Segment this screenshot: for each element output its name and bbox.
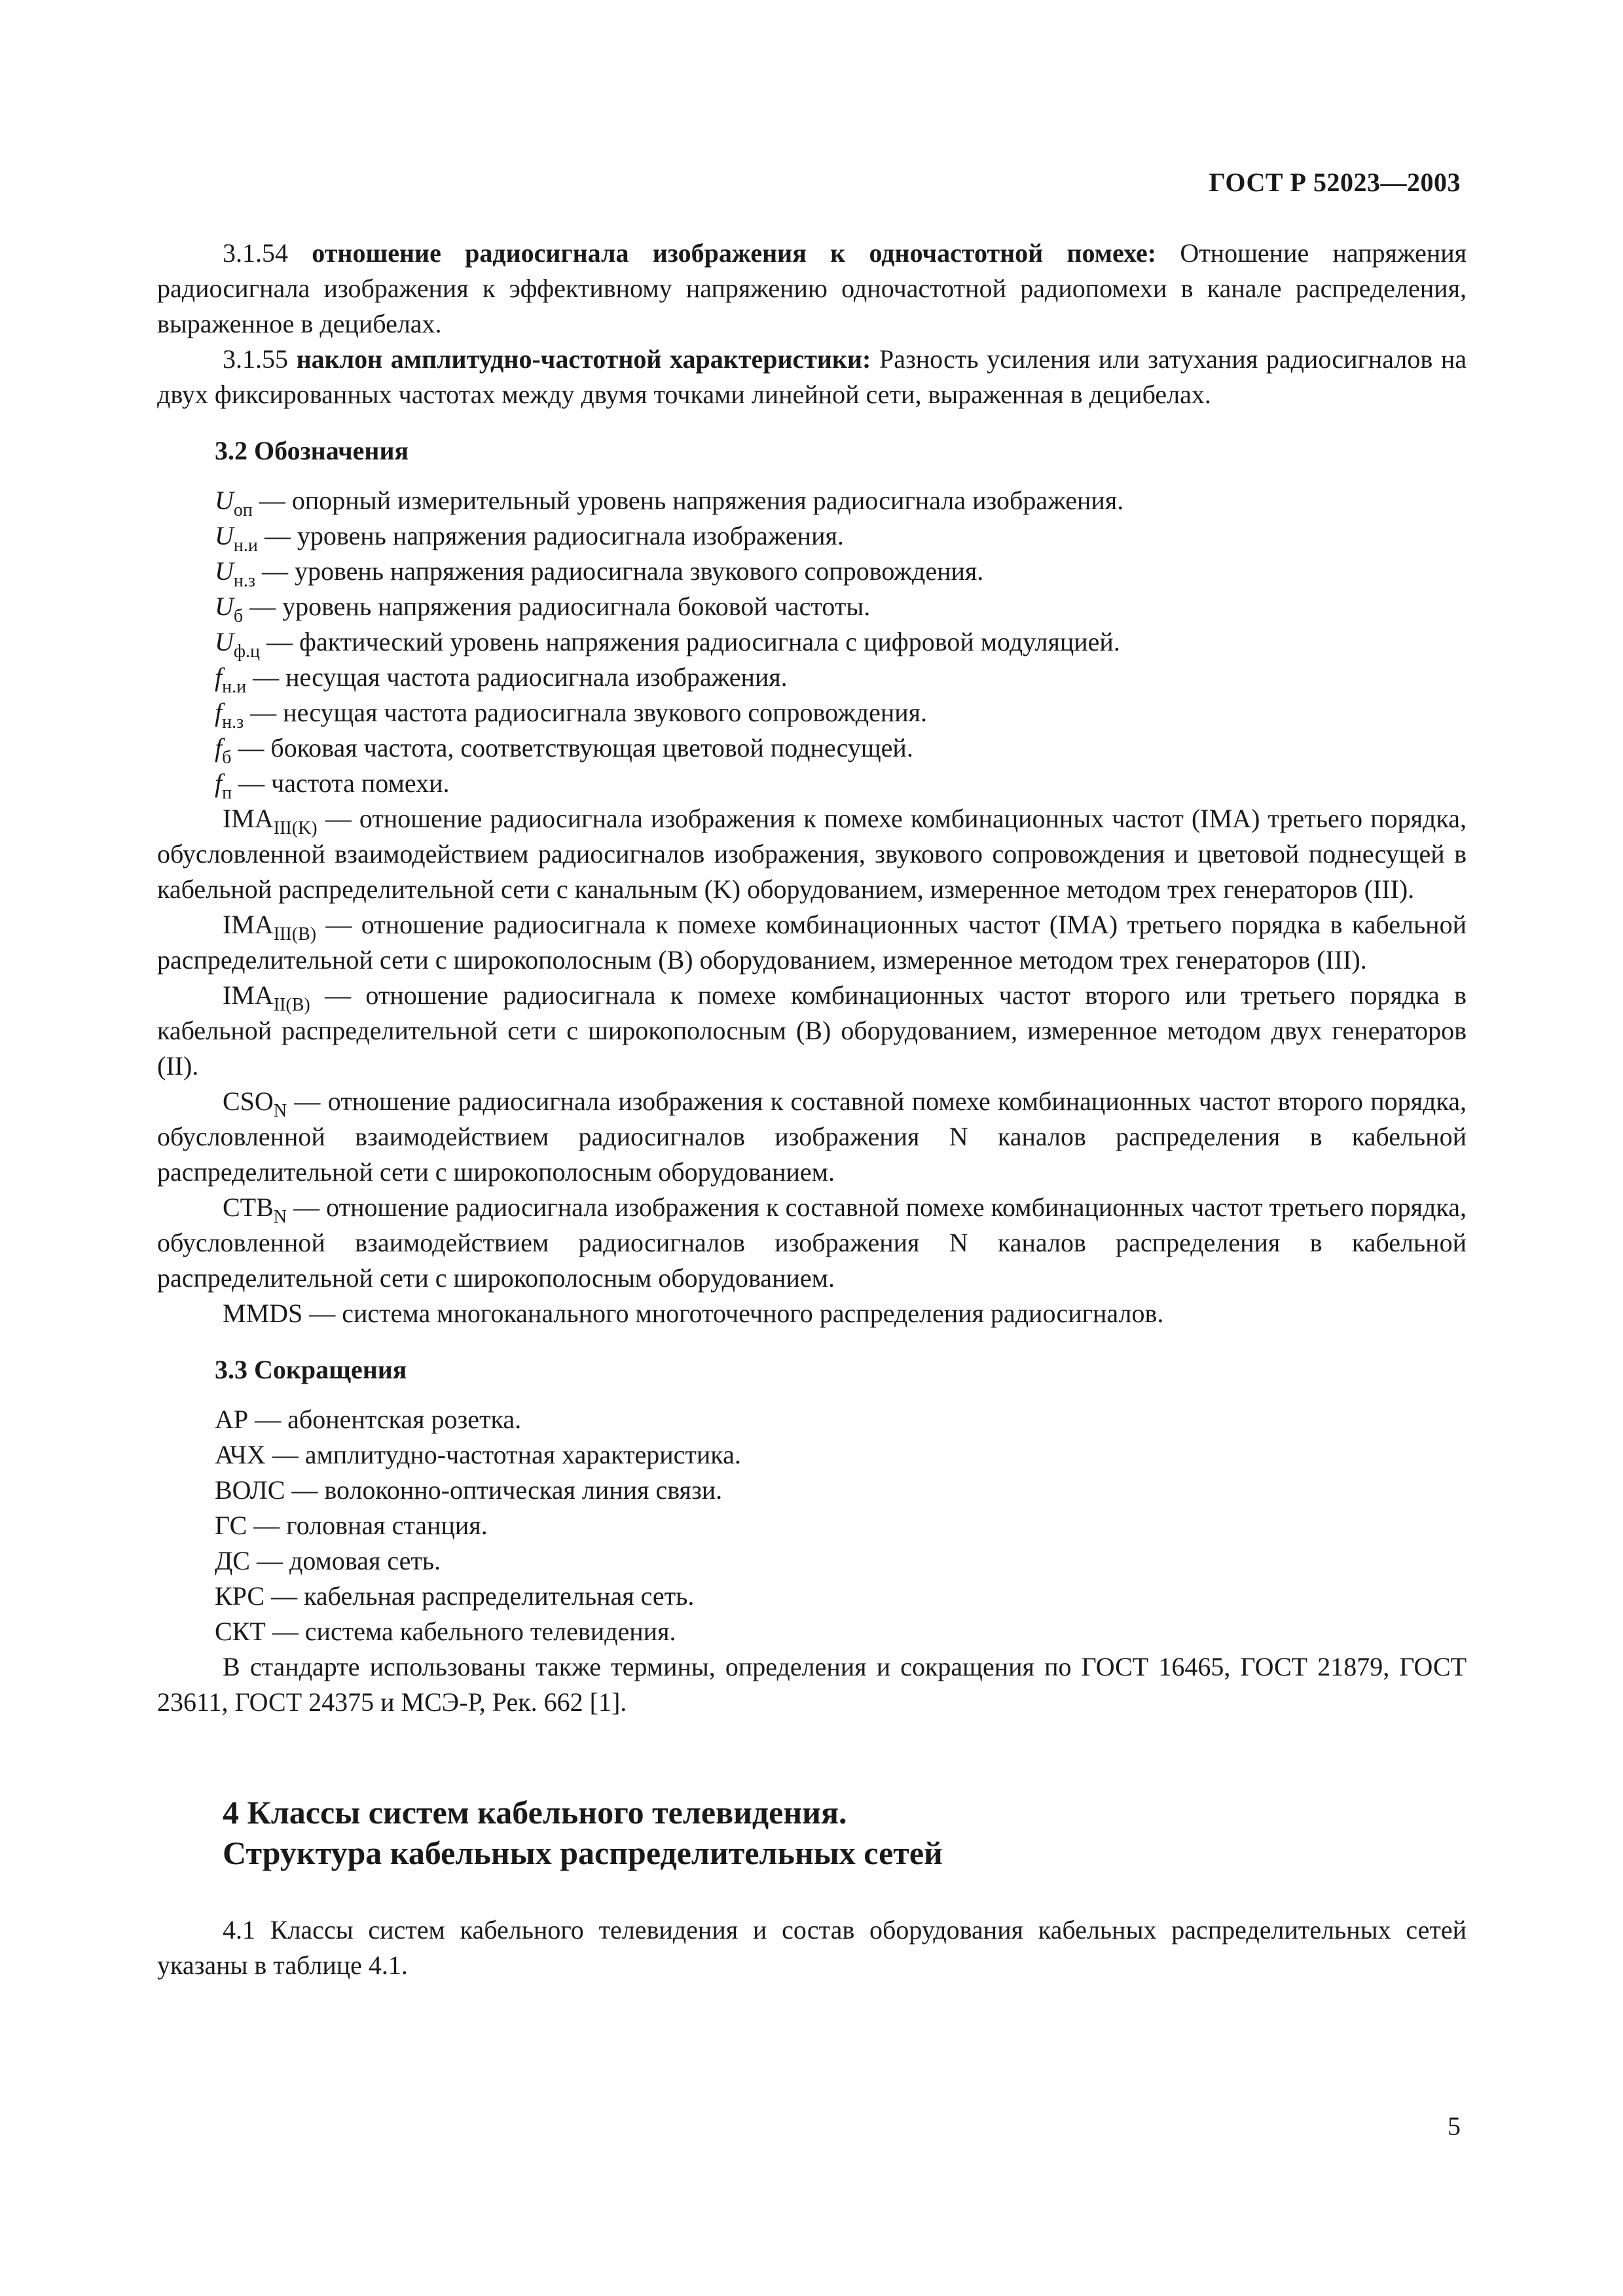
- section-3-3-heading: 3.3 Сокращения: [215, 1355, 407, 1384]
- symbol-item: $U_{н.и}$ — уровень напряжения радиосигнала изображения.: [215, 521, 844, 556]
- abbreviation-item: ДС — домовая сеть.: [215, 1546, 441, 1575]
- symbol-item: $CTB_N$ — отношение радиосигнала изображения к составной помехе комбинационных частот третьего порядка, обусловленной взаимодействием радиосигналов изображения N каналов распределения в кабельной распределительной сети с широкополосным оборудованием.: [157, 1193, 1467, 1293]
- abbreviation-item: ВОЛС — волоконно-оптическая линия связи.: [215, 1475, 723, 1505]
- symbol-item: $U_{н.з}$ — уровень напряжения радиосигнала звукового сопровождения.: [215, 556, 984, 591]
- symbol-item: $f_б$ — боковая частота, соответствующая цветовой поднесущей.: [215, 733, 913, 768]
- symbol-item: $IMA_{III(B)}$ — отношение радиосигнала к помехе комбинационных частот (IMA) третьего порядка в кабельной распределительной сети с широкополосным (B) оборудованием, измеренное методом трех генераторов (III).: [157, 910, 1467, 975]
- symbol-item: $IMA_{II(B)}$ — отношение радиосигнала к помехе комбинационных частот второго или третьего порядка в кабельной распределительной сети с широкополосным (B) оборудованием, измеренное методом двух генераторов (II).: [157, 980, 1467, 1081]
- definition-term: наклон амплитудно-частотной характеристики:: [296, 344, 871, 374]
- closing-paragraph: В стандарте использованы также термины, определения и сокращения по ГОСТ 16465, ГОСТ 21879, ГОСТ 23611, ГОСТ 24375 и МСЭ-Р, Рек. 662 [1].: [157, 1652, 1467, 1717]
- abbreviation-item: АЧХ — амплитудно-частотная характеристика.: [215, 1440, 741, 1469]
- symbol-item: $U_{оп}$ — опорный измерительный уровень напряжения радиосигнала изображения.: [215, 486, 1124, 520]
- section-4-heading: [223, 1792, 1467, 1873]
- symbol-item: $CSO_N$ — отношение радиосигнала изображения к составной помехе комбинационных частот второго порядка, обусловленной взаимодействием радиосигналов изображения N каналов распределения в кабельной распределительной сети с широкополосным оборудованием.: [157, 1086, 1467, 1187]
- document-header: ГОСТ Р 52023—2003: [1209, 168, 1461, 197]
- abbreviation-item: КРС — кабельная распределительная сеть.: [215, 1581, 695, 1611]
- definition-text: Разность усиления или затухания радиосигналов на двух фиксированных частотах между двумя точками линейной сети, выраженная в децибелах.: [157, 344, 1467, 409]
- symbol-item: MMDS — система многоканального многоточечного распределения радиосигналов.: [223, 1299, 1164, 1328]
- abbreviations-list: [157, 1402, 1467, 1649]
- section-4-heading-line2: Структура кабельных распределительных сетей: [223, 1835, 943, 1871]
- paragraph-4-1: 4.1 Классы систем кабельного телевидения и состав оборудования кабельных распределительных сетей указаны в таблице 4.1.: [157, 1915, 1467, 1980]
- symbol-item: $f_{н.и}$ — несущая частота радиосигнала изображения.: [215, 662, 788, 697]
- abbreviation-item: ГС — головная станция.: [215, 1511, 488, 1540]
- abbreviation-item: СКТ — система кабельного телевидения.: [215, 1617, 676, 1646]
- definition-3-1-54: [157, 236, 1467, 342]
- abbreviation-item: АР — абонентская розетка.: [215, 1405, 522, 1434]
- symbol-item: $f_{н.з}$ — несущая частота радиосигнала звукового сопровождения.: [215, 698, 928, 732]
- definition-3-1-55: [157, 342, 1467, 412]
- section-3-2-heading: 3.2 Обозначения: [215, 436, 409, 465]
- definition-number: 3.1.54: [223, 238, 288, 268]
- symbol-item: $IMA_{III(K)}$ — отношение радиосигнала изображения к помехе комбинационных частот (IMA) третьего порядка, обусловленной взаимодействием радиосигналов изображения, звукового сопровождения и цветовой поднесущей в кабельной распределительной сети с канальным (K) оборудованием, измеренное методом трех генераторов (III).: [157, 804, 1467, 904]
- section-4-heading-line1: 4 Классы систем кабельного телевидения.: [223, 1794, 847, 1831]
- symbol-item: $U_б$ — уровень напряжения радиосигнала боковой частоты.: [215, 592, 871, 626]
- definition-text: Отношение напряжения радиосигнала изображения к эффективному напряжению одночастотной радиопомехи в канале распределения, выраженное в децибелах.: [157, 238, 1467, 338]
- definition-number: 3.1.55: [223, 344, 288, 374]
- symbols-list: [157, 483, 1467, 1331]
- page-number: 5: [1448, 2111, 1461, 2141]
- symbol-item: $f_п$ — частота помехи.: [215, 768, 450, 803]
- definition-term: отношение радиосигнала изображения к одночастотной помехе:: [312, 238, 1157, 268]
- symbol-item: $U_{ф.ц}$ — фактический уровень напряжения радиосигнала с цифровой модуляцией.: [215, 627, 1120, 662]
- page-content: [157, 236, 1467, 1983]
